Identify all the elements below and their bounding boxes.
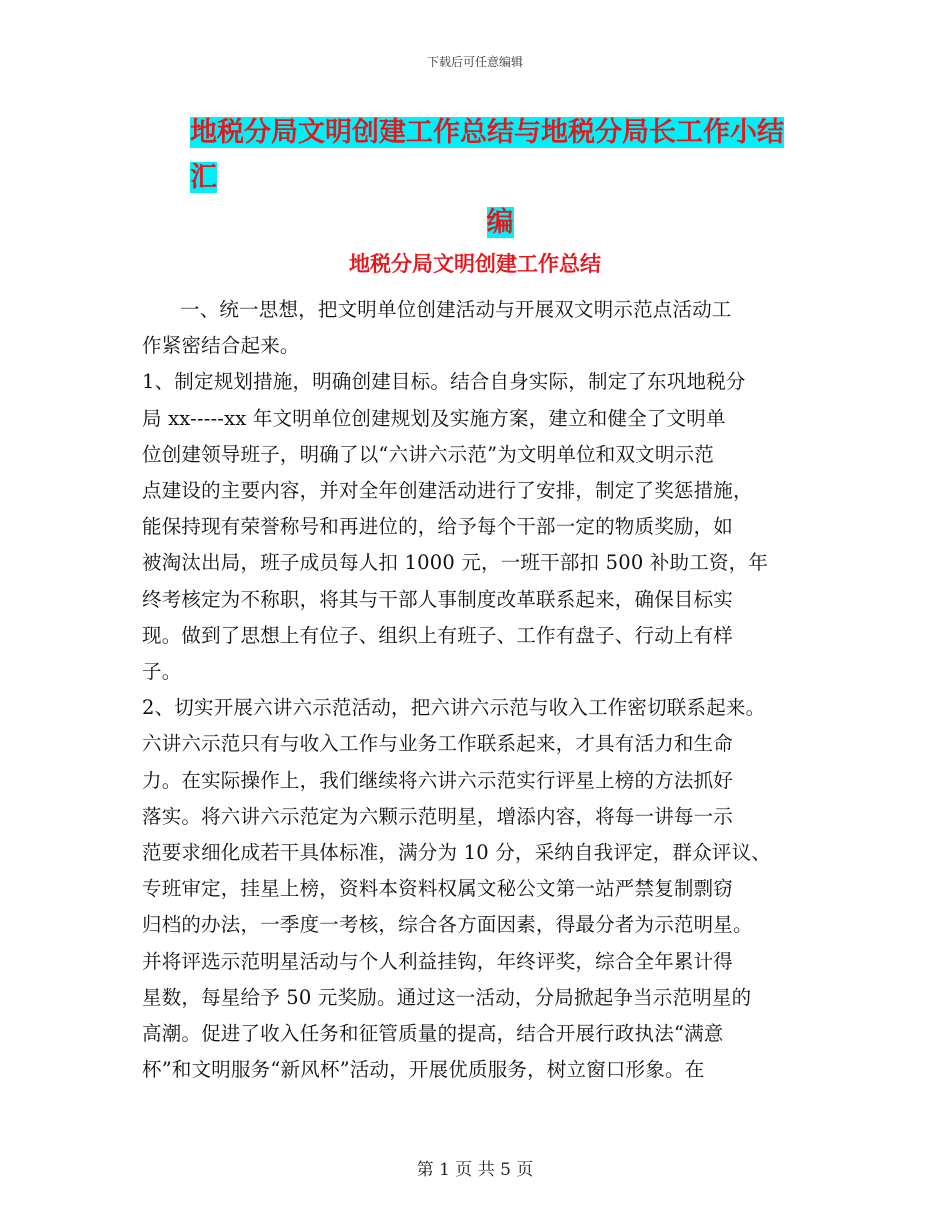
paragraph-line: 杯”和文明服务“新风杯”活动，开展优质服务，树立窗口形象。在 [142, 1058, 705, 1082]
paragraph-line: 位创建领导班子，明确了以“六讲六示范”为文明单位和双文明示范 [142, 442, 714, 466]
paragraph-line: 终考核定为不称职，将其与干部人事制度改革联系起来，确保目标实 [142, 587, 734, 611]
paragraph-line: 能保持现有荣誉称号和再进位的，给予每个干部一定的物质奖励，如 [142, 515, 734, 539]
paragraph-line: 点建设的主要内容，并对全年创建活动进行了安排，制定了奖惩措施， [142, 479, 753, 503]
paragraph-line: 范要求细化成若干具体标准，满分为 10 分，采纳自我评定，群众评议、 [142, 841, 772, 865]
paragraph-line: 归档的办法，一季度一考核，综合各方面因素，得最分者为示范明星。 [142, 913, 753, 937]
paragraph-line: 现。做到了思想上有位子、组织上有班子、工作有盘子、行动上有样 [142, 623, 734, 647]
paragraph-line: 作紧密结合起来。 [142, 334, 300, 358]
document-title [190, 110, 810, 245]
paragraph-line: 落实。将六讲六示范定为六颗示范明星，增添内容，将每一讲每一示 [142, 804, 734, 828]
page-header: 下载后可任意编辑 [426, 55, 523, 69]
title-line-2 [190, 200, 810, 245]
paragraph-line: 并将评选示范明星活动与个人利益挂钩，年终评奖，综合全年累计得 [142, 949, 734, 973]
paragraph-line: 局 xx-----xx 年文明单位创建规划及实施方案，建立和健全了文明单 [142, 406, 726, 430]
paragraph-line: 子。 [142, 660, 182, 684]
paragraph-line: 星数，每星给予 50 元奖励。通过这一活动，分局掀起争当示范明星的 [142, 985, 752, 1009]
paragraph-line: 六讲六示范只有与收入工作与业务工作联系起来，才具有活力和生命 [142, 732, 734, 756]
body-text [142, 292, 822, 1088]
title-line-1-text: 地税分局文明创建工作总结与地税分局长工作小结汇 [190, 117, 784, 193]
paragraph-line: 2、切实开展六讲六示范活动，把六讲六示范与收入工作密切联系起来。 [142, 696, 766, 720]
section-title: 地税分局文明创建工作总结 [349, 252, 601, 276]
page-number-footer: 第 1 页 共 5 页 [416, 1160, 534, 1180]
paragraph-line: 高潮。促进了收入任务和征管质量的提高，结合开展行政执法“满意 [142, 1022, 724, 1046]
paragraph-line: 专班审定，挂星上榜，资料本资料权属文秘公文第一站严禁复制剽窃 [142, 877, 734, 901]
paragraph-line: 力。在实际操作上，我们继续将六讲六示范实行评星上榜的方法抓好 [142, 768, 734, 792]
paragraph-line: 被淘汰出局，班子成员每人扣 1000 元，一班干部扣 500 补助工资，年 [142, 551, 769, 575]
title-line-2-text: 编 [486, 207, 514, 238]
title-line-1 [190, 110, 810, 200]
paragraph-line: 1、制定规划措施，明确创建目标。结合自身实际，制定了东巩地税分 [142, 370, 746, 394]
paragraph-line: 一、统一思想，把文明单位创建活动与开展双文明示范点活动工 [180, 298, 732, 321]
